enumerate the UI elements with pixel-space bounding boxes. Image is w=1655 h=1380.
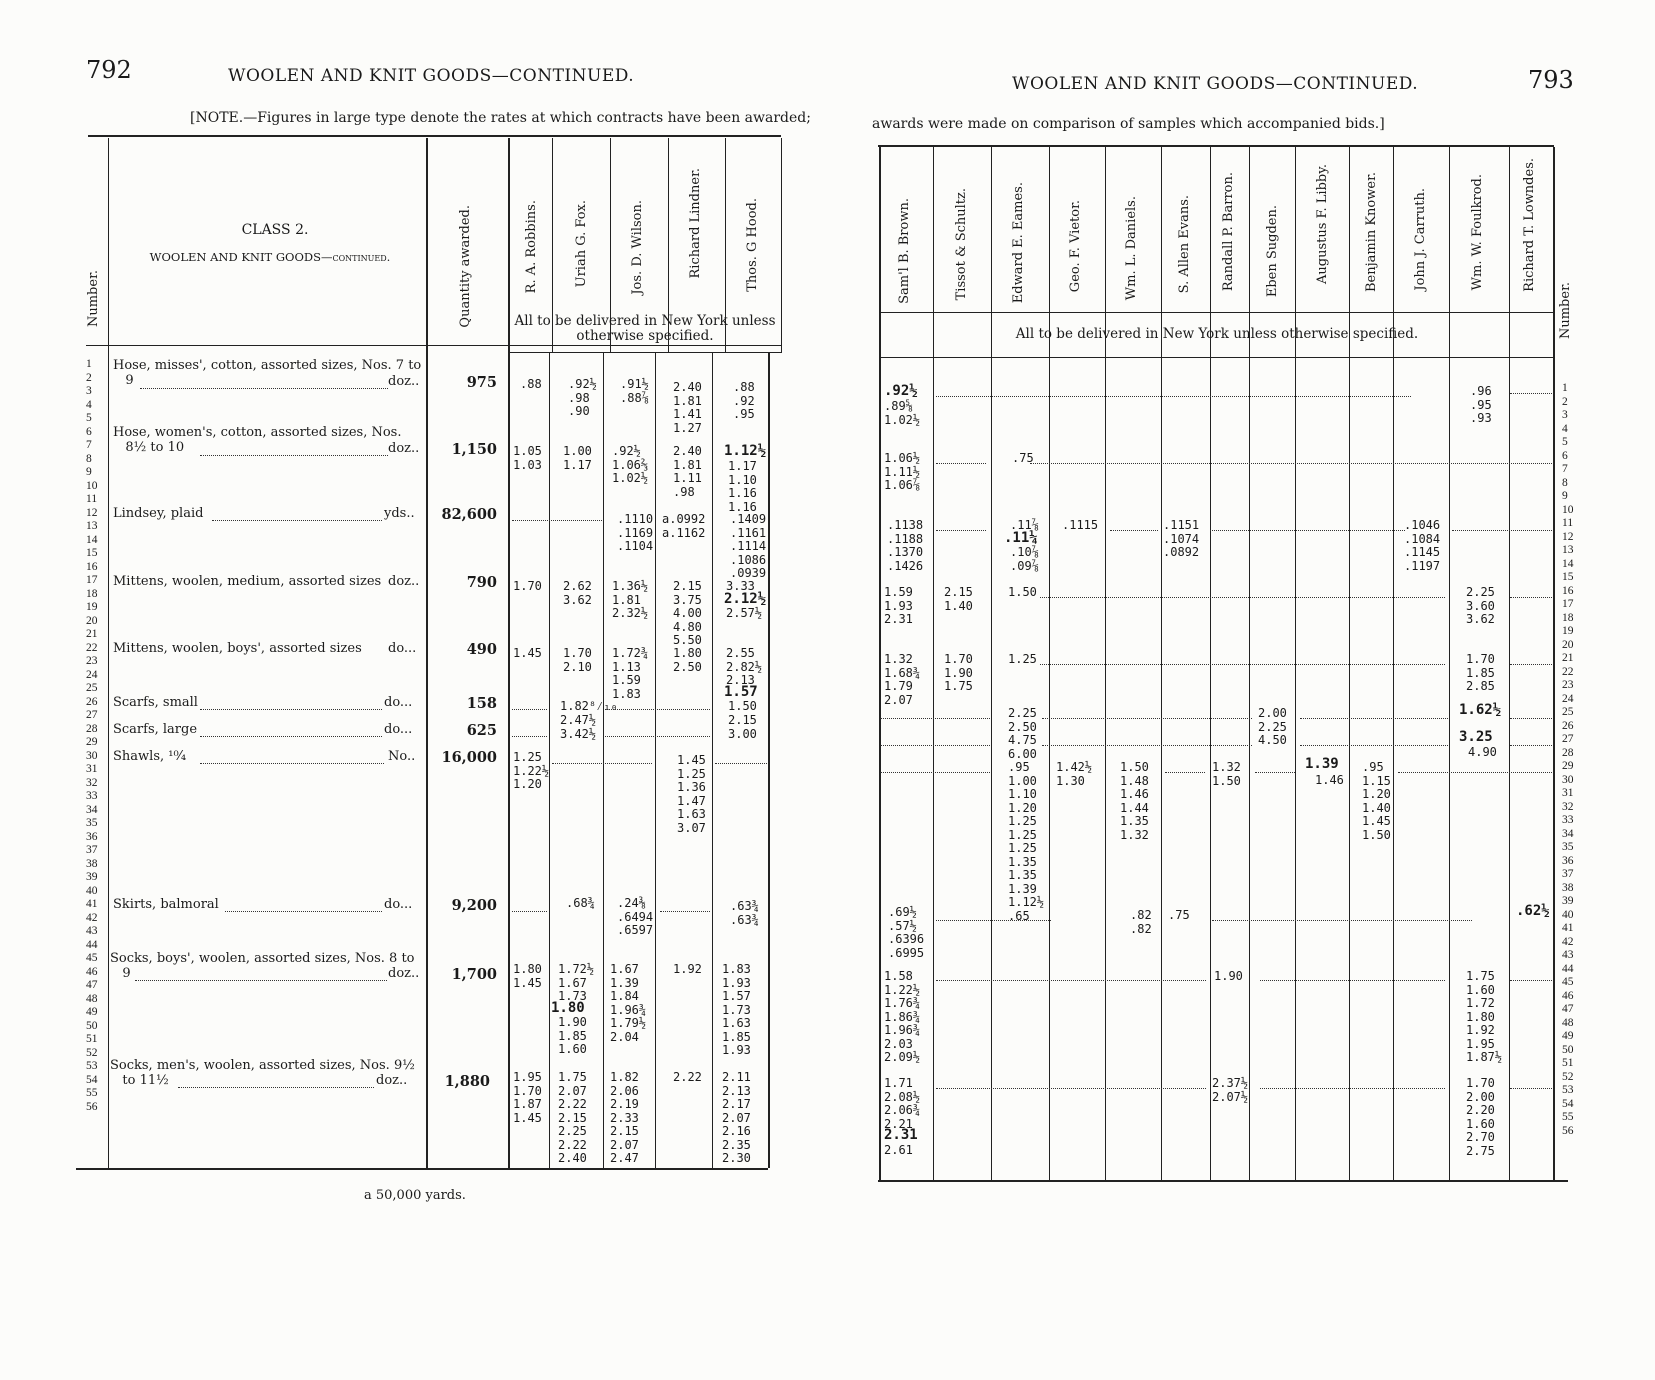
unit-label: No.. bbox=[388, 749, 416, 764]
vline bbox=[1449, 147, 1450, 1180]
bid-value: 1.67 1.39 1.84 1.96¾ 1.79½ 2.04 bbox=[610, 962, 647, 1044]
table-bottom-rule bbox=[878, 1180, 1568, 1182]
bid-value: 1.50 bbox=[728, 699, 757, 713]
bid-value-awarded: .11¼ bbox=[1004, 530, 1038, 546]
vline bbox=[879, 147, 881, 1180]
leader-dots bbox=[1510, 597, 1552, 598]
leader-dots bbox=[936, 1088, 1206, 1089]
quantity-awarded: 158 bbox=[466, 695, 497, 712]
bid-value: 1.82 2.06 2.19 2.33 2.15 2.07 2.47 bbox=[610, 1070, 639, 1165]
bid-value: 2.47½ 3.42½ bbox=[560, 713, 597, 741]
vline bbox=[712, 353, 713, 1168]
bid-value: 2.37½ 2.07½ bbox=[1212, 1076, 1249, 1104]
leader-dots bbox=[212, 520, 382, 521]
bidder-header-lindner: Richard Lindner. bbox=[688, 168, 703, 279]
bid-value: 1.00 1.17 bbox=[563, 444, 592, 472]
leader-dots bbox=[225, 911, 382, 912]
bid-value: 4.90 bbox=[1468, 745, 1497, 759]
leader-dots bbox=[1452, 530, 1552, 531]
table-top-rule bbox=[878, 145, 1554, 147]
running-head-right: WOOLEN AND KNIT GOODS—CONTINUED. bbox=[1012, 74, 1419, 94]
bidder-header-barron: Randall P. Barron. bbox=[1221, 172, 1236, 292]
leader-dots bbox=[200, 709, 382, 710]
vline bbox=[768, 353, 770, 1168]
bid-value: 2.15 1.40 bbox=[944, 585, 973, 613]
bid-value: .89⅝ 1.02½ bbox=[884, 399, 921, 427]
vline bbox=[108, 138, 109, 1168]
bid-value: .10⅞ .09⅞ bbox=[1010, 545, 1039, 573]
table-top-rule bbox=[88, 135, 781, 137]
unit-label: do... bbox=[388, 641, 417, 656]
bidder-header-hood: Thos. G Hood. bbox=[745, 198, 760, 292]
leader-dots bbox=[1040, 664, 1445, 665]
bid-value: .1115 bbox=[1062, 518, 1099, 532]
quantity-column-header: Quantity awarded. bbox=[458, 205, 473, 328]
bid-value: 2.25 2.50 4.75 6.00 .95 1.00 1.10 1.20 1.25 1.25 1.25 1.35 1.35 1.39 1.12½ .65 bbox=[1008, 706, 1045, 923]
bid-value: .92½ 1.06⅔ 1.02½ bbox=[612, 444, 649, 485]
bid-value-awarded: .92½ bbox=[884, 383, 918, 399]
delivery-note-left: All to be delivered in New York unless otherwise specified. bbox=[514, 313, 776, 344]
bid-value: 1.32 1.50 bbox=[1212, 760, 1241, 788]
bid-value: 1.72½ 1.67 1.73 bbox=[558, 962, 595, 1003]
bid-value: 2.61 bbox=[884, 1143, 913, 1157]
bid-value: 1.05 1.03 bbox=[513, 444, 542, 472]
bid-value: .1409 .1161 .1114 .1086 .0939 bbox=[730, 512, 767, 580]
unit-label: doz.. bbox=[388, 374, 420, 389]
number-column-header-right: Number. bbox=[1558, 282, 1573, 340]
bid-value: 2.25 3.60 3.62 bbox=[1466, 585, 1495, 626]
quantity-awarded: 16,000 bbox=[441, 749, 497, 766]
bid-value: .68¾ bbox=[566, 896, 595, 910]
leader-dots bbox=[1040, 597, 1445, 598]
leader-dots bbox=[1165, 772, 1205, 773]
unit-label: do... bbox=[384, 897, 413, 912]
bidder-subhead-rule bbox=[880, 312, 1554, 313]
table-head-rule bbox=[880, 357, 1554, 358]
line-numbers-right: 1 2 3 4 5 6 7 8 9 10 11 12 13 14 15 16 17 18 19 20 21 22 23 24 25 26 27 28 29 30 31 32 33 34 35 36 37 38 39 40 41 42 43 44 45 46 47 48 49 50 51 52 53 54 55 56 bbox=[1562, 382, 1574, 1137]
item-description: Lindsey, plaid bbox=[113, 506, 204, 521]
leader-dots bbox=[1510, 718, 1552, 719]
running-head-left: WOOLEN AND KNIT GOODS—CONTINUED. bbox=[228, 66, 635, 86]
bid-value: .96 .95 .93 bbox=[1470, 384, 1492, 425]
bid-value-awarded: 1.57 bbox=[724, 684, 758, 700]
leader-dots bbox=[605, 709, 710, 710]
bid-value: 1.46 bbox=[1315, 773, 1344, 787]
page-number-left: 792 bbox=[86, 56, 132, 84]
bid-value: .92½ .98 .90 bbox=[568, 377, 597, 418]
bid-value: 2.00 2.25 4.50 bbox=[1258, 706, 1287, 747]
quantity-awarded: 1,880 bbox=[444, 1073, 490, 1090]
bid-value: 1.71 2.08½ 2.06¾ 2.21 bbox=[884, 1076, 921, 1131]
bid-value: 1.90 1.85 1.60 bbox=[558, 1015, 587, 1056]
bid-value: 1.95 1.70 1.87 1.45 bbox=[513, 1070, 542, 1125]
quantity-awarded: 490 bbox=[466, 641, 497, 658]
bid-value: 1.70 1.90 1.75 bbox=[944, 652, 973, 693]
bid-value-awarded: 3.25 bbox=[1459, 729, 1493, 745]
leader-dots bbox=[1042, 718, 1252, 719]
item-description: Shawls, ¹⁰⁄₄ bbox=[113, 749, 187, 764]
page-number-right: 793 bbox=[1528, 66, 1574, 94]
unit-label: yds.. bbox=[384, 506, 415, 521]
bid-value-awarded: 2.12½ bbox=[724, 591, 767, 607]
bid-value: 2.15 3.00 bbox=[728, 713, 757, 741]
leader-dots bbox=[605, 736, 710, 737]
bid-value: 1.70 2.10 bbox=[563, 646, 592, 674]
bid-value: .75 bbox=[1012, 451, 1034, 465]
bid-value: 1.36½ 1.81 2.32½ bbox=[612, 579, 649, 620]
leader-dots bbox=[1300, 718, 1448, 719]
leader-dots bbox=[135, 980, 387, 981]
leader-dots bbox=[1212, 920, 1472, 921]
leader-dots bbox=[1255, 772, 1295, 773]
unit-label: doz.. bbox=[388, 441, 420, 456]
bidder-header-daniels: Wm. L. Daniels. bbox=[1124, 196, 1139, 301]
bid-value: .1046 .1084 .1145 .1197 bbox=[1404, 518, 1441, 573]
vline bbox=[933, 147, 934, 1180]
bid-value: 1.45 bbox=[513, 646, 542, 660]
class-title: CLASS 2. bbox=[241, 222, 309, 238]
leader-dots bbox=[880, 745, 990, 746]
item-description: Socks, boys', woolen, assorted sizes, Nos. 8 to 9 bbox=[110, 951, 415, 981]
leader-dots bbox=[715, 763, 767, 764]
leader-dots bbox=[880, 772, 990, 773]
leader-dots bbox=[200, 455, 388, 456]
leader-dots bbox=[1510, 1088, 1552, 1089]
item-description: Mittens, woolen, boys', assorted sizes bbox=[113, 641, 362, 656]
item-description: Socks, men's, woolen, assorted sizes, Nos. 9½ to 11½ bbox=[110, 1058, 415, 1088]
leader-dots bbox=[200, 736, 382, 737]
bid-value: 1.50 bbox=[1008, 585, 1037, 599]
leader-dots bbox=[1210, 530, 1405, 531]
bid-value: 2.57½ bbox=[726, 606, 763, 620]
bidder-header-vietor: Geo. F. Vietor. bbox=[1068, 200, 1083, 293]
bid-value: 1.83 1.93 1.57 1.73 1.63 1.85 1.93 bbox=[722, 962, 751, 1057]
delivery-note-right: All to be delivered in New York unless otherwise specified. bbox=[1015, 326, 1419, 342]
unit-label: doz.. bbox=[388, 966, 420, 981]
item-description: Hose, misses', cotton, assorted sizes, Nos. 7 to 9 bbox=[113, 358, 422, 388]
bid-value: 1.80 2.50 bbox=[673, 646, 702, 674]
bid-value-awarded: 2.31 bbox=[884, 1127, 918, 1143]
leader-dots bbox=[140, 388, 388, 389]
bid-value: 1.90 bbox=[1214, 969, 1243, 983]
leader-dots bbox=[512, 520, 602, 521]
bid-value: 2.22 bbox=[673, 1070, 702, 1084]
bid-value: .69½ .57½ .6396 .6995 bbox=[888, 905, 925, 960]
quantity-awarded: 9,200 bbox=[451, 897, 497, 914]
bid-value: 2.15 3.75 4.00 4.80 5.50 bbox=[673, 579, 702, 647]
bid-value: .11⅞ bbox=[1010, 518, 1039, 532]
leader-dots bbox=[1510, 393, 1552, 394]
bid-value: 1.80 1.45 bbox=[513, 962, 542, 990]
bid-value: 2.40 1.81 1.41 1.27 bbox=[673, 380, 702, 435]
leader-dots bbox=[200, 763, 384, 764]
quantity-awarded: 82,600 bbox=[441, 506, 497, 523]
bid-value-awarded: 1.12½ bbox=[724, 443, 767, 459]
bidder-header-brown: Sam'l B. Brown. bbox=[897, 198, 912, 304]
item-description: Hose, women's, cotton, assorted sizes, Nos. 8½ to 10 bbox=[113, 425, 402, 455]
leader-dots bbox=[512, 736, 547, 737]
quantity-awarded: 790 bbox=[466, 574, 497, 591]
quantity-awarded: 1,700 bbox=[451, 966, 497, 983]
leader-dots bbox=[1030, 463, 1552, 464]
bid-value: 1.06½ 1.11½ 1.06⅞ bbox=[884, 451, 921, 492]
bid-value: 1.45 1.25 1.36 1.47 1.63 3.07 bbox=[677, 753, 706, 835]
bid-value-awarded: 1.80 bbox=[551, 1000, 585, 1016]
bid-value: .63¾ .63¾ bbox=[730, 899, 759, 927]
bidder-header-lowndes: Richard T. Lowndes. bbox=[1522, 158, 1537, 292]
leader-dots bbox=[1510, 980, 1552, 981]
class-subtitle: WOOLEN AND KNIT GOODS—continued. bbox=[149, 250, 391, 264]
bid-value: .95 1.15 1.20 1.40 1.45 1.50 bbox=[1362, 760, 1391, 842]
vline bbox=[603, 353, 604, 1168]
note-right: awards were made on comparison of samples which accompanied bids.] bbox=[872, 116, 1385, 132]
bid-value: 1.25 bbox=[1008, 652, 1037, 666]
quantity-awarded: 1,150 bbox=[451, 441, 497, 458]
bid-value: .1151 .1074 .0892 bbox=[1163, 518, 1200, 559]
line-numbers-left: 1 2 3 4 5 6 7 8 9 10 11 12 13 14 15 16 17 18 19 20 21 22 23 24 25 26 27 28 29 30 31 32 33 34 35 36 37 38 39 40 41 42 43 44 45 46 47 48 49 50 51 52 53 54 55 56 bbox=[86, 358, 98, 1113]
item-description: Skirts, balmoral bbox=[113, 897, 219, 912]
leader-dots bbox=[936, 396, 1411, 397]
quantity-awarded: 625 bbox=[466, 722, 497, 739]
bidder-header-knower: Benjamin Knower. bbox=[1364, 172, 1379, 293]
bidder-header-evans: S. Allen Evans. bbox=[1177, 195, 1192, 294]
bid-value: 1.75 1.60 1.72 1.80 1.92 1.95 1.87½ bbox=[1466, 969, 1503, 1064]
bid-value: 1.75 2.07 2.22 2.15 2.25 2.22 2.40 bbox=[558, 1070, 587, 1165]
leader-dots bbox=[936, 980, 1206, 981]
bid-value: 1.70 2.00 2.20 1.60 2.70 2.75 bbox=[1466, 1076, 1495, 1158]
bid-value: .1138 .1188 .1370 .1426 bbox=[887, 518, 924, 573]
unit-label: do... bbox=[384, 695, 413, 710]
bid-value: 1.70 bbox=[513, 579, 542, 593]
bid-value-awarded: .62½ bbox=[1516, 903, 1550, 919]
table-head-rule bbox=[86, 345, 781, 346]
bid-value: 1.82⁸⁄₁₀ bbox=[560, 699, 618, 713]
note-left: [NOTE.—Figures in large type denote the rates at which contracts have been awarded; bbox=[190, 110, 811, 126]
leader-dots bbox=[1260, 1088, 1445, 1089]
leader-dots bbox=[1260, 980, 1445, 981]
bid-value: .91½ .88⅞ bbox=[620, 377, 649, 405]
leader-dots bbox=[512, 911, 547, 912]
bid-value: .88 .92 .95 bbox=[733, 380, 755, 421]
bid-value-awarded: 1.39 bbox=[1305, 756, 1339, 772]
bid-value: .75 bbox=[1168, 908, 1190, 922]
quantity-awarded: 975 bbox=[466, 374, 497, 391]
vline bbox=[655, 353, 656, 1168]
bid-value-awarded: 1.62½ bbox=[1459, 702, 1502, 718]
bid-value: 3.33 bbox=[726, 579, 755, 593]
bidder-header-carruth: John J. Carruth. bbox=[1413, 188, 1428, 291]
bidder-header-eames: Edward E. Eames. bbox=[1011, 182, 1026, 304]
bid-value: 1.72¾ 1.13 1.59 1.83 bbox=[612, 646, 649, 701]
leader-dots bbox=[660, 911, 710, 912]
bid-value: 1.42½ 1.30 bbox=[1056, 760, 1093, 788]
bidder-header-tissot: Tissot & Schultz. bbox=[954, 188, 969, 301]
bidder-header-foulkrod: Wm. W. Foulkrod. bbox=[1470, 174, 1485, 291]
leader-dots bbox=[512, 709, 547, 710]
bid-value: a.0992 a.1162 bbox=[662, 512, 706, 540]
bidder-header-libby: Augustus F. Libby. bbox=[1315, 164, 1330, 284]
unit-label: doz.. bbox=[376, 1073, 408, 1088]
bid-value: 1.92 bbox=[673, 962, 702, 976]
bidder-header-robbins: R. A. Robbins. bbox=[524, 200, 539, 294]
item-description: Scarfs, large bbox=[113, 722, 198, 737]
bid-value: 1.25 1.22½ 1.20 bbox=[513, 750, 550, 791]
unit-label: doz.. bbox=[388, 574, 420, 589]
bid-value: 1.58 1.22½ 1.76¾ 1.86¾ 1.96¾ 2.03 2.09½ bbox=[884, 969, 921, 1064]
table-bottom-rule bbox=[76, 1168, 768, 1170]
bid-value: 2.40 1.81 1.11 .98 bbox=[673, 444, 702, 499]
item-description: Scarfs, small bbox=[113, 695, 198, 710]
footnote: a 50,000 yards. bbox=[364, 1188, 466, 1203]
bidder-header-sugden: Eben Sugden. bbox=[1265, 205, 1280, 298]
bid-value: 1.59 1.93 2.31 bbox=[884, 585, 913, 626]
bid-value: 1.32 1.68¾ 1.79 2.07 bbox=[884, 652, 921, 707]
item-description: Mittens, woolen, medium, assorted sizes bbox=[113, 574, 382, 589]
bid-value: .88 bbox=[520, 377, 542, 391]
vline bbox=[781, 138, 782, 353]
leader-dots bbox=[1510, 664, 1552, 665]
leader-dots bbox=[1510, 745, 1552, 746]
bid-value: 2.62 3.62 bbox=[563, 579, 592, 607]
leader-dots bbox=[1042, 745, 1252, 746]
leader-dots bbox=[936, 530, 986, 531]
bid-value: 1.17 1.10 1.16 1.16 bbox=[728, 459, 757, 514]
number-column-header: Number. bbox=[86, 270, 101, 328]
leader-dots bbox=[880, 718, 990, 719]
vline bbox=[549, 353, 550, 1168]
vline bbox=[991, 147, 992, 1180]
bid-value: .82 .82 bbox=[1130, 908, 1152, 936]
leader-dots bbox=[552, 763, 652, 764]
bid-value: 1.50 1.48 1.46 1.44 1.35 1.32 bbox=[1120, 760, 1149, 842]
vline bbox=[508, 138, 510, 1168]
vline bbox=[1553, 147, 1555, 1180]
bidder-header-fox: Uriah G. Fox. bbox=[574, 200, 589, 288]
bid-value: 2.11 2.13 2.17 2.07 2.16 2.35 2.30 bbox=[722, 1070, 751, 1165]
leader-dots bbox=[178, 1087, 374, 1088]
bid-value: .24⅜ .6494 .6597 bbox=[617, 896, 654, 937]
bid-value: .1110 .1169 .1104 bbox=[617, 512, 654, 553]
bid-value: 1.70 1.85 2.85 bbox=[1466, 652, 1495, 693]
bidder-header-wilson: Jos. D. Wilson. bbox=[630, 200, 645, 295]
bid-value: 2.55 2.82½ 2.13 bbox=[726, 646, 763, 687]
leader-dots bbox=[1110, 530, 1158, 531]
leader-dots bbox=[936, 463, 986, 464]
leader-dots bbox=[1300, 745, 1448, 746]
unit-label: do... bbox=[384, 722, 413, 737]
leader-dots bbox=[1398, 772, 1552, 773]
